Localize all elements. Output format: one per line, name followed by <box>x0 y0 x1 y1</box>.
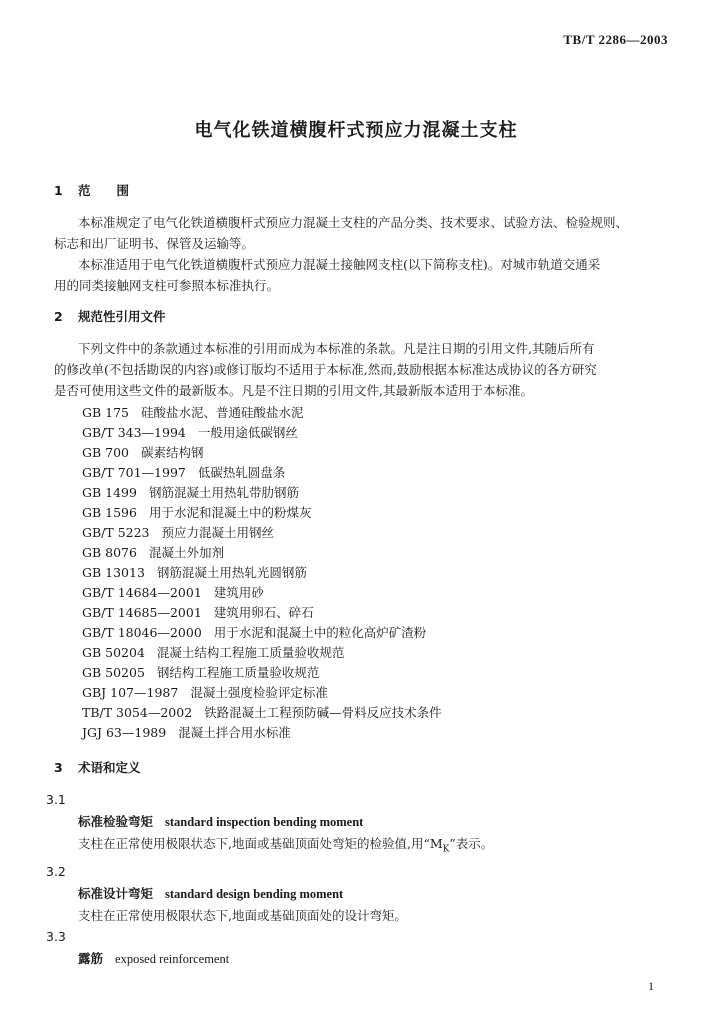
reference-item <box>82 523 684 543</box>
reference-name: 铁路混凝土工程预防碱—骨料反应技术条件 <box>204 705 442 720</box>
clause-number: 3.2 <box>46 863 66 879</box>
paragraph-line: 本标准适用于电气化铁道横腹杆式预应力混凝土接触网支柱(以下简称支柱)。对城市轨道交通采 <box>78 257 601 272</box>
reference-item <box>82 543 684 563</box>
document-title: 电气化铁道横腹杆式预应力混凝土支柱 <box>194 120 518 141</box>
section-title: 术语和定义 <box>78 760 141 775</box>
reference-code: GB 50205 <box>82 665 145 680</box>
definition-subscript: K <box>442 844 450 855</box>
reference-name: 用于水泥和混凝土中的粒化高炉矿渣粉 <box>213 625 427 640</box>
reference-item <box>82 443 684 463</box>
reference-name: 建筑用砂 <box>213 585 264 600</box>
reference-item <box>82 423 684 443</box>
section-title-part1: 范 <box>78 183 91 198</box>
paragraph-line: 本标准规定了电气化铁道横腹杆式预应力混凝土支柱的产品分类、技术要求、试验方法、检验规则、 <box>78 215 629 230</box>
term-english: exposed reinforcement <box>115 951 230 966</box>
reference-item <box>82 403 684 423</box>
reference-item <box>82 483 684 503</box>
reference-name: 钢结构工程施工质量验收规范 <box>156 665 320 680</box>
reference-name: 混凝土结构工程施工质量验收规范 <box>156 645 345 660</box>
page-number: 1 <box>648 979 654 993</box>
reference-item <box>82 623 684 643</box>
section-1-heading <box>54 180 684 202</box>
term-entry <box>54 883 684 905</box>
reference-list <box>54 403 684 743</box>
reference-item <box>82 683 684 703</box>
reference-item <box>82 603 684 623</box>
section-number: 2 <box>54 309 63 324</box>
term-chinese: 标准检验弯矩 <box>78 814 154 829</box>
section-2-heading <box>54 306 684 328</box>
reference-name: 硅酸盐水泥、普通硅酸盐水泥 <box>141 405 304 420</box>
definition-text-end: ”表示。 <box>449 836 494 851</box>
reference-code: GB 1499 <box>82 485 137 500</box>
definition-text: 支柱在正常使用极限状态下,地面或基础顶面处弯矩的检验值,用“M <box>78 836 443 851</box>
clause-number: 3.3 <box>46 928 66 944</box>
term-definition <box>54 905 684 926</box>
paragraph-line: 的修改单(不包括勘误的内容)或修订版均不适用于本标准,然而,鼓励根据本标准达成协议的各方研究 <box>54 362 597 377</box>
reference-name: 碳素结构钢 <box>141 445 204 460</box>
reference-item <box>82 703 684 723</box>
reference-item <box>82 723 684 743</box>
reference-item <box>82 563 684 583</box>
reference-code: GB 175 <box>82 405 130 420</box>
reference-name: 钢筋混凝土用热轧光圆钢筋 <box>156 565 307 580</box>
term-entry <box>54 948 684 970</box>
term-definition <box>54 833 684 861</box>
reference-name: 低碳热轧圆盘条 <box>197 465 286 480</box>
scope-paragraph-1 <box>54 212 684 254</box>
reference-name: 一般用途低碳钢丝 <box>197 425 298 440</box>
reference-code: GB 1596 <box>82 505 137 520</box>
section-number: 3 <box>54 760 63 775</box>
paragraph-line: 用的同类接触网支柱可参照本标准执行。 <box>54 278 280 293</box>
reference-code: GB 8076 <box>82 545 137 560</box>
term-english: standard inspection bending moment <box>165 815 364 829</box>
definition-text: 支柱在正常使用极限状态下,地面或基础顶面处的设计弯矩。 <box>78 907 407 923</box>
reference-item <box>82 463 684 483</box>
reference-code: GBJ 107—1987 <box>82 685 179 700</box>
reference-code: GB/T 5223 <box>82 525 150 540</box>
reference-code: TB/T 3054—2002 <box>82 705 193 720</box>
reference-code: GB/T 14685—2001 <box>82 605 202 620</box>
reference-name: 混凝土外加剂 <box>148 545 224 560</box>
reference-name: 预应力混凝土用钢丝 <box>161 525 275 540</box>
reference-name: 混凝土强度检验评定标准 <box>190 685 328 700</box>
section-title-part2: 围 <box>116 183 130 198</box>
reference-code: GB/T 343—1994 <box>82 425 186 440</box>
clause-number: 3.1 <box>46 792 66 807</box>
reference-name: 建筑用卵石、碎石 <box>213 605 314 620</box>
term-chinese: 露筋 <box>78 950 104 966</box>
normative-references-intro <box>54 338 684 401</box>
reference-code: GB 50204 <box>82 645 145 660</box>
reference-item <box>82 583 684 603</box>
paragraph-line: 下列文件中的条款通过本标准的引用而成为本标准的条款。凡是注日期的引用文件,其随后所有 <box>78 341 595 356</box>
section-number: 1 <box>54 183 63 198</box>
section-title: 规范性引用文件 <box>78 309 166 324</box>
scope-paragraph-2 <box>54 254 684 296</box>
reference-code: GB 700 <box>82 445 130 460</box>
reference-name: 钢筋混凝土用热轧带肋钢筋 <box>148 485 299 500</box>
reference-item <box>82 663 684 683</box>
reference-name: 混凝土拌合用水标准 <box>178 725 291 740</box>
term-english: standard design bending moment <box>165 886 344 901</box>
paragraph-line: 标志和出厂证明书、保管及运输等。 <box>54 236 255 251</box>
reference-code: JGJ 63—1989 <box>82 725 167 740</box>
reference-code: GB/T 18046—2000 <box>82 625 202 640</box>
paragraph-line: 是否可使用这些文件的最新版本。凡是不注日期的引用文件,其最新版本适用于本标准。 <box>54 383 533 398</box>
term-chinese: 标准设计弯矩 <box>78 885 154 901</box>
reference-item <box>82 643 684 663</box>
reference-code: GB/T 14684—2001 <box>82 585 202 600</box>
section-3-heading <box>54 757 684 779</box>
reference-item <box>82 503 684 523</box>
reference-name: 用于水泥和混凝土中的粉煤灰 <box>148 505 312 520</box>
reference-code: GB/T 701—1997 <box>82 465 186 480</box>
reference-code: GB 13013 <box>82 565 145 580</box>
document-body <box>46 180 684 970</box>
standard-number: TB/T 2286—2003 <box>563 32 668 47</box>
term-entry <box>54 811 684 833</box>
